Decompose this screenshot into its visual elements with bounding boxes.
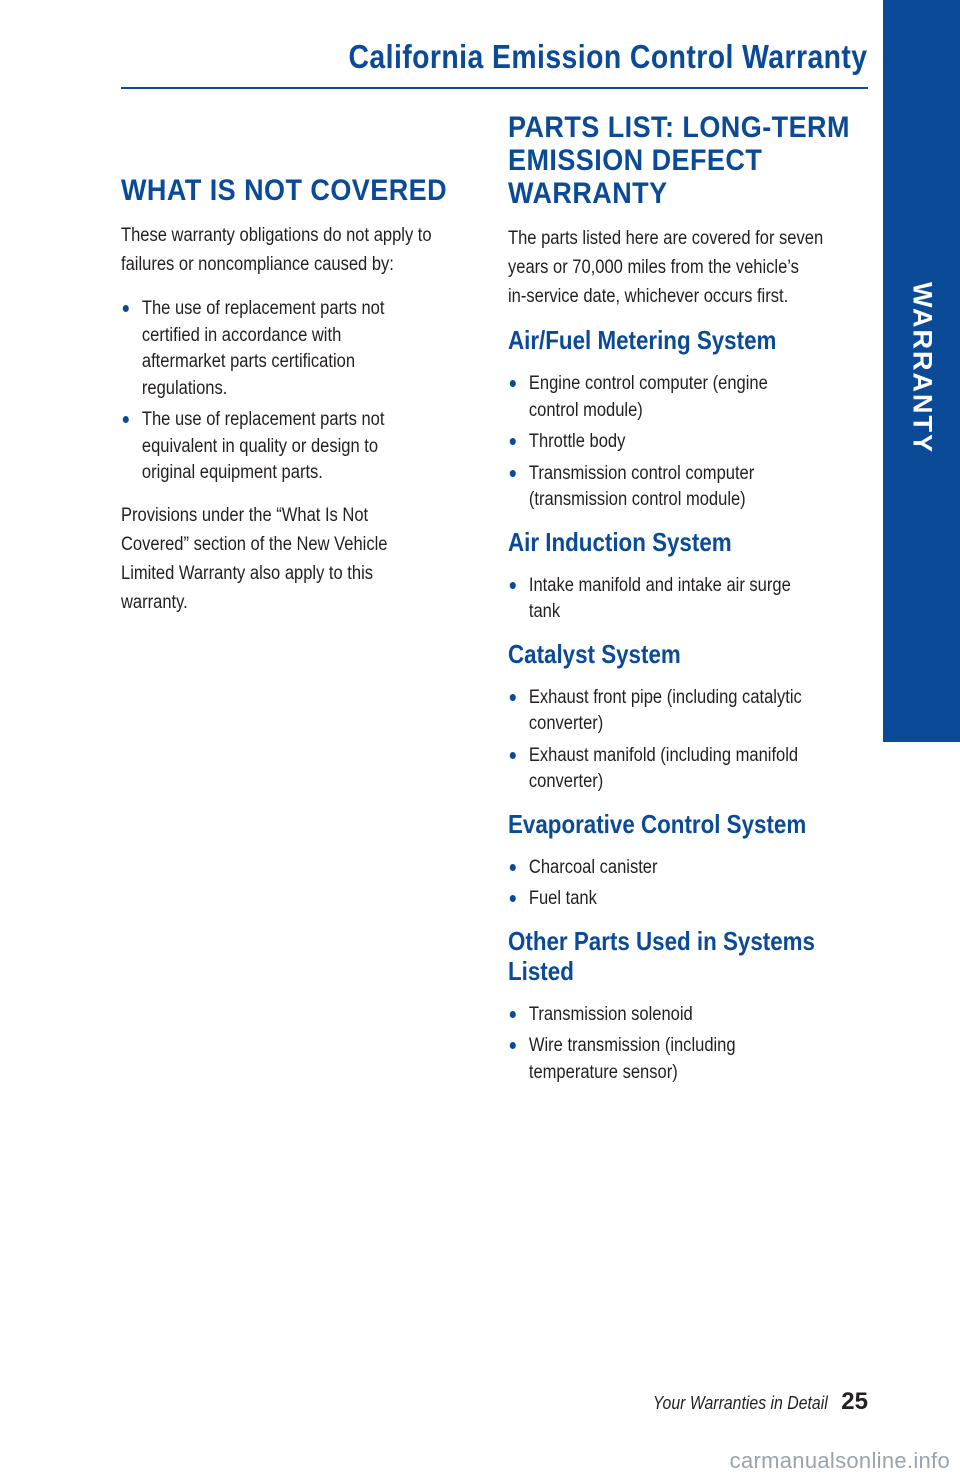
intro-line: These warranty obligations do not apply to	[121, 225, 432, 246]
list-item: Charcoal canister	[508, 855, 830, 882]
list-item: certified in accordance with	[141, 324, 342, 346]
parts-list-heading: EMISSION DEFECT	[508, 144, 763, 177]
section-title-air-fuel: Air/Fuel Metering System	[508, 325, 777, 355]
closing-line: warranty.	[121, 591, 188, 613]
bullet-icon	[510, 380, 516, 387]
parts-list-heading: WARRANTY	[508, 177, 668, 210]
list-item: Engine control computer (engine	[508, 371, 830, 398]
list-item: The use of replacement parts not	[121, 296, 443, 323]
side-tab-label: WARRANTY	[907, 282, 938, 454]
list-item: temperature sensor)	[528, 1061, 678, 1083]
intro-line: in-service date, whichever occurs first.	[508, 286, 789, 307]
list-item: Wire transmission (including	[508, 1033, 830, 1060]
closing-line: Covered” section of the New Vehicle	[121, 533, 388, 555]
list-item: Exhaust front pipe (including catalytic	[508, 685, 830, 712]
list-item: aftermarket parts certification	[141, 351, 356, 372]
list-item: Transmission solenoid	[508, 1002, 830, 1029]
section-title-catalyst: Catalyst System	[508, 638, 681, 669]
not-covered-list	[121, 296, 491, 487]
bullet-icon	[123, 416, 129, 423]
list-item: regulations.	[141, 377, 228, 399]
evaporative-list	[508, 855, 878, 913]
section-title-evaporative: Evaporative Control System	[508, 808, 807, 839]
footer-section-title: Your Warranties in Detail	[652, 1393, 828, 1413]
bullet-icon	[510, 582, 516, 589]
section-title-other-parts: Listed	[508, 955, 574, 986]
bullet-icon	[123, 305, 129, 312]
page-number: 25	[841, 1388, 868, 1415]
other-parts-list	[508, 1002, 878, 1087]
air-induction-list	[508, 573, 878, 626]
bullet-icon	[510, 438, 516, 445]
list-item: control module)	[528, 399, 643, 421]
section-title-other-parts: Other Parts Used in Systems	[508, 925, 815, 956]
list-item: Intake manifold and intake air surge	[508, 573, 830, 600]
section-title-air-induction: Air Induction System	[508, 526, 732, 557]
page-footer	[629, 1388, 868, 1416]
closing-line: Provisions under the “What Is Not	[121, 504, 369, 526]
list-item: equivalent in quality or design to	[141, 435, 379, 457]
bullet-icon	[510, 895, 516, 902]
bullet-icon	[510, 694, 516, 701]
list-item: The use of replacement parts not	[121, 407, 443, 434]
list-item: Throttle body	[508, 429, 830, 456]
list-item: Exhaust manifold (including manifold	[508, 743, 830, 770]
air-fuel-list	[508, 371, 878, 514]
list-item: Fuel tank	[508, 886, 830, 913]
intro-line: The parts listed here are covered for seven	[508, 228, 824, 249]
list-item: original equipment parts.	[141, 462, 323, 483]
watermark: carmanualsonline.info	[729, 1448, 950, 1473]
intro-line: failures or noncompliance caused by:	[121, 254, 394, 275]
list-item: (transmission control module)	[528, 489, 746, 510]
list-item: Transmission control computer	[508, 461, 830, 488]
closing-line: Limited Warranty also apply to this	[121, 562, 374, 584]
list-item: converter)	[528, 713, 604, 734]
bullet-icon	[510, 752, 516, 759]
intro-line: years or 70,000 miles from the vehicle’s	[508, 257, 799, 278]
catalyst-list	[508, 685, 878, 796]
bullet-icon	[510, 1011, 516, 1018]
parts-list-heading: PARTS LIST: LONG-TERM	[508, 111, 850, 144]
title-divider	[121, 87, 868, 89]
list-item: converter)	[528, 771, 604, 792]
right-column	[508, 111, 878, 1086]
bullet-icon	[510, 470, 516, 477]
list-item: tank	[528, 601, 561, 622]
what-is-not-covered-heading: WHAT IS NOT COVERED	[121, 174, 448, 207]
page-title: California Emission Control Warranty	[348, 38, 868, 75]
bullet-icon	[510, 864, 516, 871]
left-column	[121, 174, 491, 617]
bullet-icon	[510, 1042, 516, 1049]
